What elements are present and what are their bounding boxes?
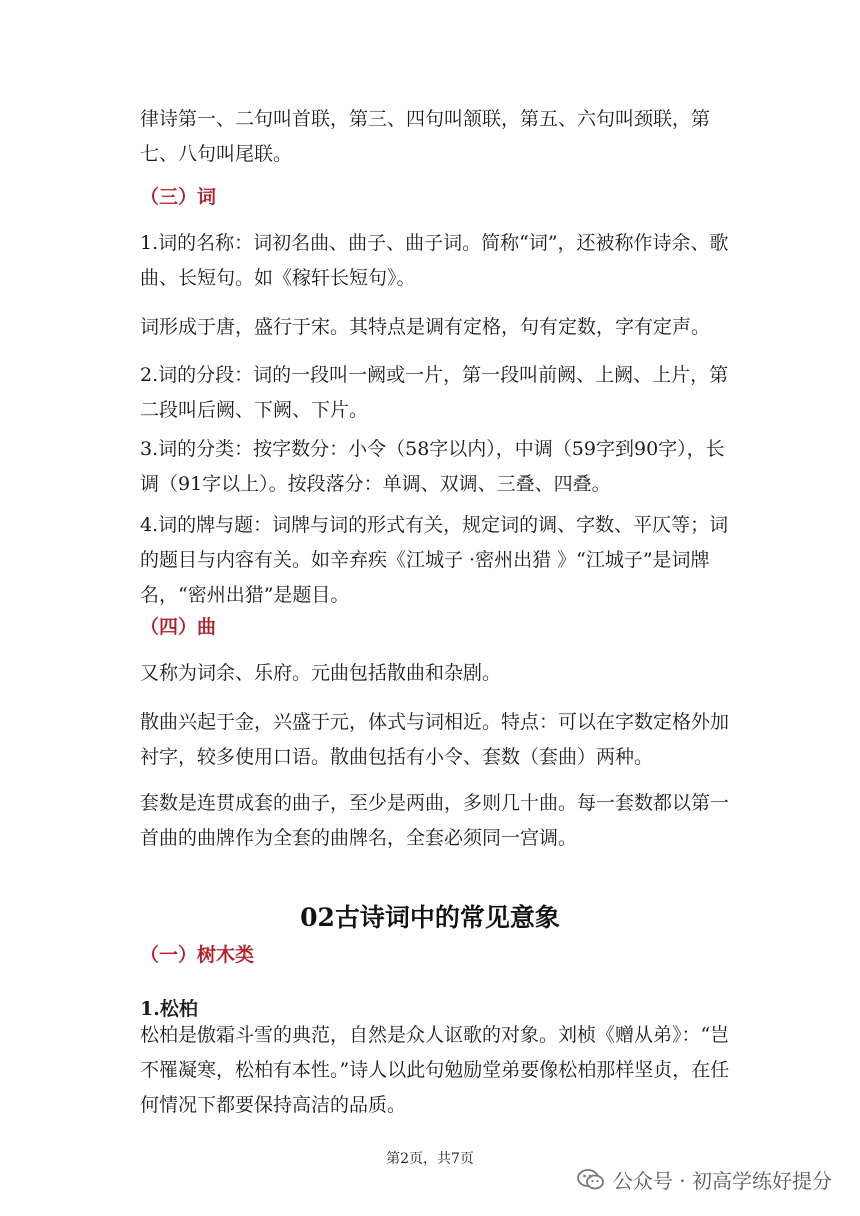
paragraph: 词形成于唐，盛行于宋。其特点是调有定格，句有定数，字有定声。 [140,316,711,338]
watermark [577,1165,832,1194]
paragraph: 又称为词余、乐府。元曲包括散曲和杂剧。 [140,662,502,684]
section-heading: （三）词 [140,186,217,208]
paragraph: 松柏是傲霜斗雪的典范，自然是众人讴歌的对象。刘桢《赠从弟》：“岂不罹凝寒，松柏有本性。”诗人以此句勉励堂弟要像松柏那样坚贞，在任何情况下都要保持高洁的品质。 [140,1024,730,1116]
paragraph: 3.词的分类：按字数分：小令（58字以内），中调（59字到90字），长调（91字以上）。按段落分：单调、双调、三叠、四叠。 [140,438,725,495]
paragraph: 1.词的名称：词初名曲、曲子、曲子词。简称“词”，还被称作诗余、歌曲、长短句。如《稼轩长短句》。 [140,232,729,289]
paragraph: 套数是连贯成套的曲子，至少是两曲，多则几十曲。每一套数都以第一首曲的曲牌作为全套的曲牌名，全套必须同一宫调。 [140,792,730,849]
paragraph: 散曲兴起于金，兴盛于元，体式与词相近。特点：可以在字数定格外加衬字，较多使用口语。散曲包括有小令、套数（套曲）两种。 [140,711,730,768]
wechat-icon [577,1168,605,1192]
page-number: 第2页，共7页 [386,1151,474,1167]
section-heading: （四）曲 [140,616,217,638]
paragraph: 4.词的牌与题：词牌与词的形式有关，规定词的调、字数、平仄等；词的题目与内容有关。如辛弃疾《江城子 ·密州出猎 》“江城子”是词牌名，“密州出猎”是题目。 [140,514,729,606]
section-heading: （一）树木类 [140,944,255,966]
paragraph: 律诗第一、二句叫首联，第三、四句叫颔联，第五、六句叫颈联，第七、八句叫尾联。 [140,108,711,165]
chapter-heading: 02古诗词中的常见意象 [300,903,560,932]
watermark-text: 公众号 · 初高学练好提分 [612,1169,832,1193]
paragraph: 2.词的分段：词的一段叫一阙或一片，第一段叫前阙、上阙、上片，第二段叫后阙、下阙、下片。 [140,364,729,421]
item-heading: 1.松柏 [140,998,198,1020]
